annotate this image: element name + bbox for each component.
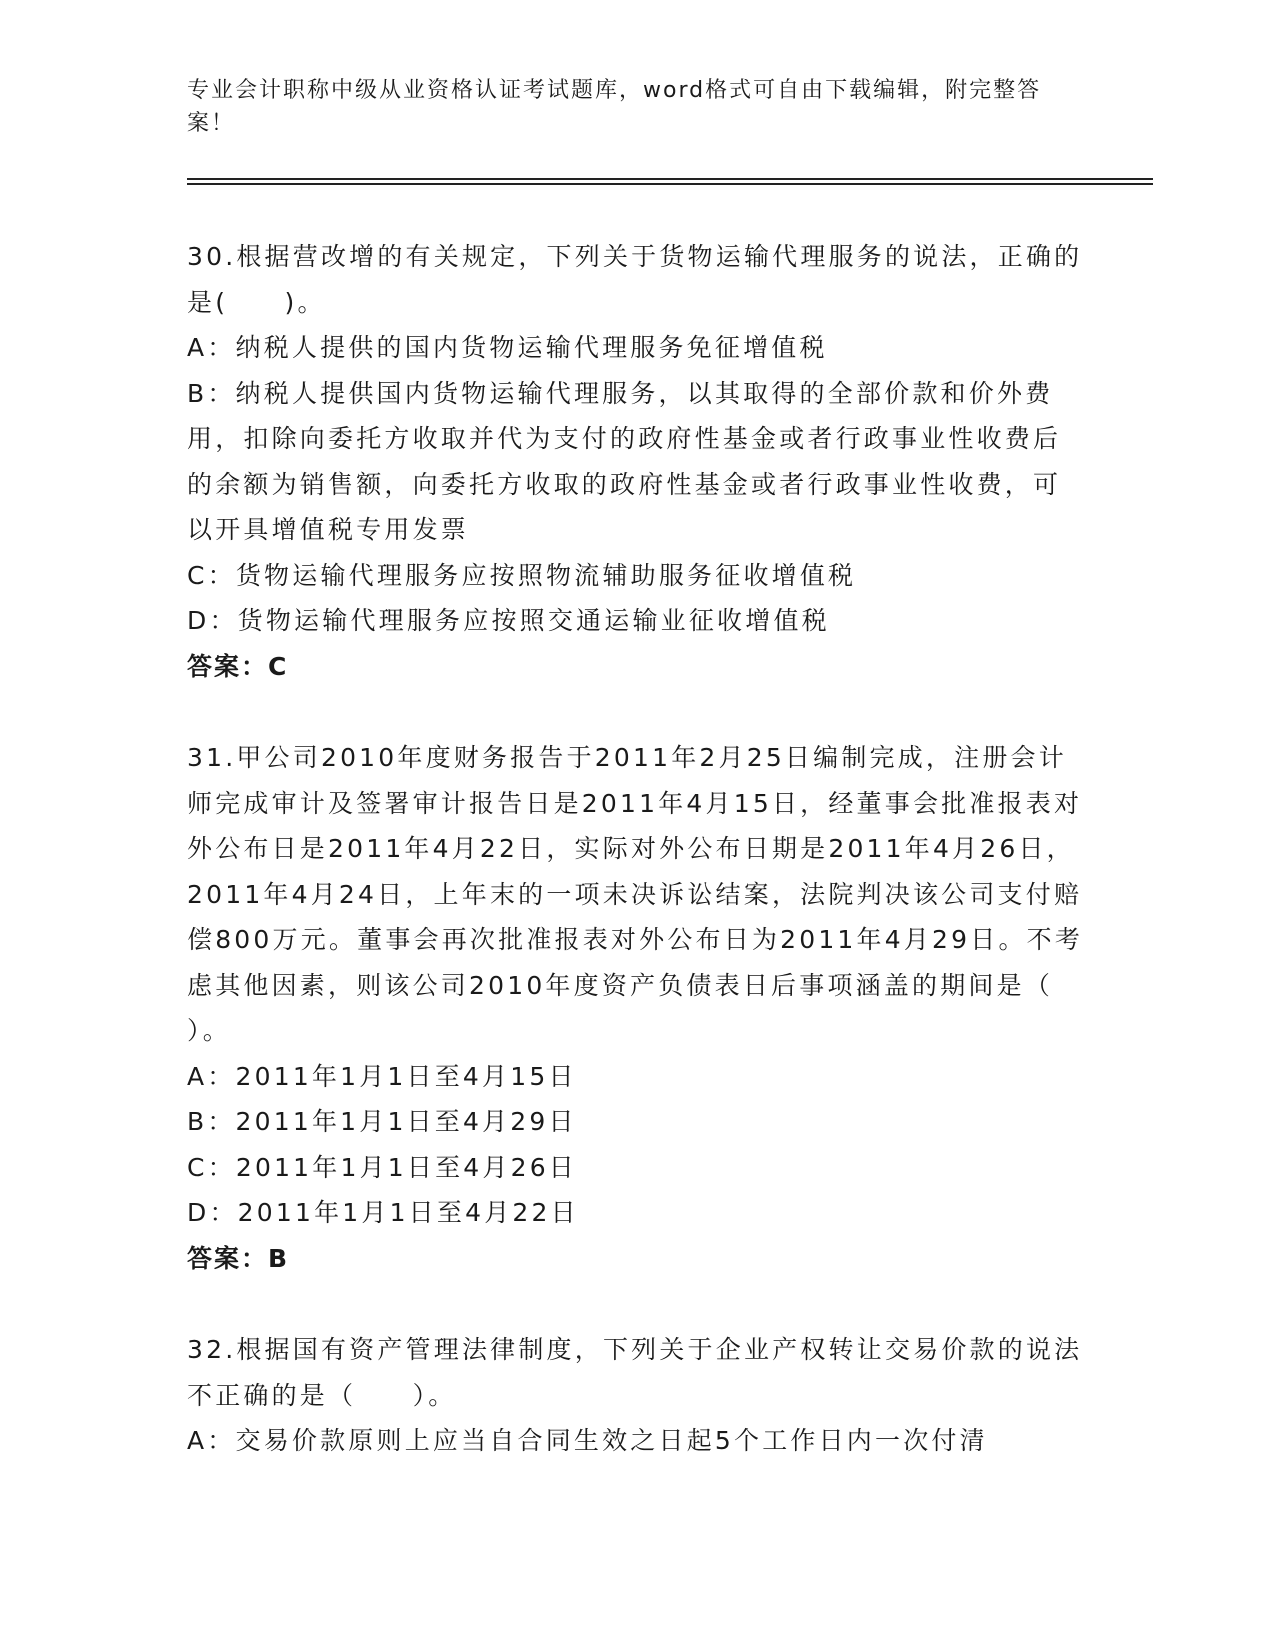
question-32 <box>187 1327 1087 1464</box>
question-list <box>187 234 1087 1510</box>
page-header: 专业会计职称中级从业资格认证考试题库，word格式可自由下载编辑，附完整答案！ <box>187 78 1042 136</box>
option-c: C：2011年1月1日至4月26日 <box>187 1152 578 1182</box>
answer-line: 答案：C <box>187 651 289 681</box>
question-30 <box>187 234 1087 689</box>
option-a: A：纳税人提供的国内货物运输代理服务免征增值税 <box>187 333 828 362</box>
question-stem: 32.根据国有资产管理法律制度，下列关于企业产权转让交易价款的说法不正确的是（ ）。 <box>187 1335 1083 1410</box>
header-rule-bottom <box>187 183 1153 185</box>
option-a: A：交易价款原则上应当自合同生效之日起5个工作日内一次付清 <box>187 1426 988 1455</box>
question-31 <box>187 735 1087 1281</box>
option-d: D：货物运输代理服务应按照交通运输业征收增值税 <box>187 606 830 635</box>
option-a: A：2011年1月1日至4月15日 <box>187 1061 577 1091</box>
question-stem: 30.根据营改增的有关规定，下列关于货物运输代理服务的说法，正确的是( )。 <box>187 242 1083 317</box>
answer-line: 答案：B <box>187 1243 290 1273</box>
header-rule-top <box>187 178 1153 180</box>
option-d: D：2011年1月1日至4月22日 <box>187 1198 579 1227</box>
option-b: B：2011年1月1日至4月29日 <box>187 1107 577 1136</box>
question-stem: 31.甲公司2010年度财务报告于2011年2月25日编制完成，注册会计师完成审计及签署审计报告日是2011年4月15日，经董事会批准报表对外公布日是2011年4月22日，实际对外公布日期是2011年4月26日，2011年4月24日，上年末的一项未决诉讼结案，法院判决该公司支付赔偿800万元。董事会再次批准报表对外公布日为2011年4月29日。不考虑其他因素，则该公司2010年度资产负债表日后事项涵盖的期间是（ ）。 <box>187 743 1084 1045</box>
option-b: B：纳税人提供国内货物运输代理服务，以其取得的全部价款和价外费用，扣除向委托方收取并代为支付的政府性基金或者行政事业性收费后的余额为销售额，向委托方收取的政府性基金或者行政事业性收费，可以开具增值税专用发票 <box>187 378 1062 544</box>
option-c: C：货物运输代理服务应按照物流辅助服务征收增值税 <box>187 560 857 590</box>
